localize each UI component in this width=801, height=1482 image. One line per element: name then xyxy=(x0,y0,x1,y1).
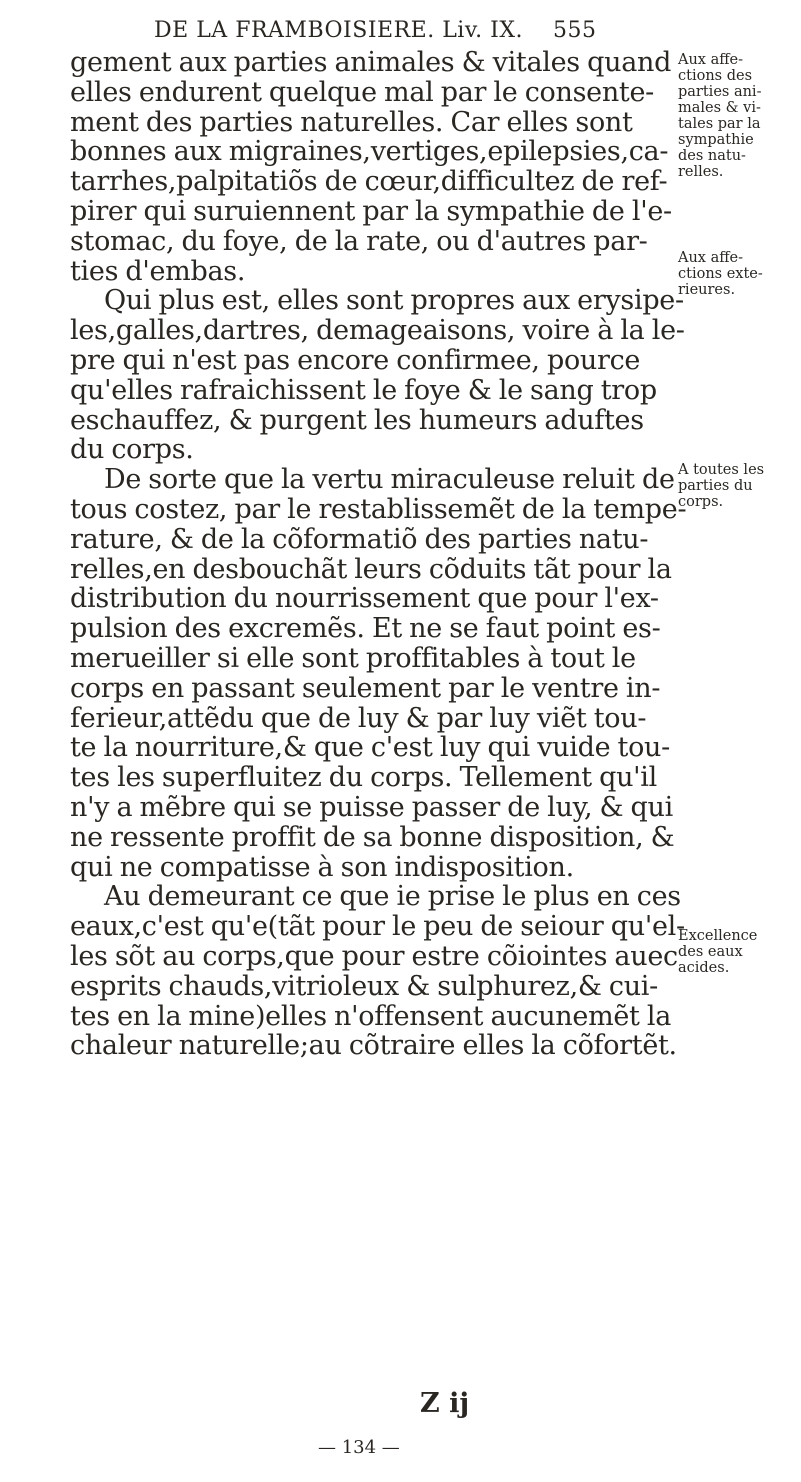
margin-note-toutes-parties: A toutes les parties du corps. xyxy=(678,462,765,510)
running-head-title: FRAMBOISIERE. xyxy=(235,18,435,43)
text-line: relles,en desbouchãt leurs cõduits tãt pour la xyxy=(70,553,672,585)
text-line: chaleur naturelle;au cõtraire elles la cõfortẽt. xyxy=(70,1030,677,1062)
text-line: distribution du nourrissement que pour l'ex- xyxy=(70,583,659,615)
signature-mark: Z ij xyxy=(420,1388,470,1419)
text-line: les sõt au corps,que pour estre cõiointes auec xyxy=(70,940,678,972)
page-number: — 134 — xyxy=(318,1437,400,1458)
text-line: tarrhes,palpitatiõs de cœur,difficultez de ref- xyxy=(70,166,668,198)
text-line: tes les superfluitez du corps. Tellement qu'il xyxy=(70,762,657,794)
text-line: te la nourriture,& que c'est luy qui vuide tou- xyxy=(70,732,670,764)
text-line: pirer qui suruiennent par la sympathie de l'e- xyxy=(70,195,672,227)
running-head-book: Liv. IX. xyxy=(442,18,523,43)
text-line: eaux,c'est qu'e(tãt pour le peu de seiour qu'el- xyxy=(70,911,685,943)
text-line: qui ne compatisse à son indisposition. xyxy=(70,851,574,883)
text-line: n'y a mẽbre qui se puisse passer de luy, & qui xyxy=(70,791,673,823)
text-line: rature, & de la cõformatiõ des parties natu- xyxy=(70,523,649,555)
text-line: bonnes aux migraines,vertiges,epilepsies,ca- xyxy=(70,136,669,168)
running-head xyxy=(154,18,596,43)
text-line: pre qui n'est pas encore confirmee, pource xyxy=(70,344,641,376)
text-line: Qui plus est, elles sont propres aux erysipe- xyxy=(104,285,684,317)
margin-note-exterieures: Aux affe- ctions exte- rieures. xyxy=(678,250,763,298)
text-line: De sorte que la vertu miraculeuse reluit de xyxy=(104,464,675,496)
text-line: les,galles,dartres, demageaisons, voire à la le- xyxy=(70,315,685,347)
text-line: tous costez, par le restablissemẽt de la tempe- xyxy=(70,493,687,525)
text-line: qu'elles rafraichissent le foye & le sang trop xyxy=(70,374,657,406)
running-head-prefix: DE LA xyxy=(154,18,228,43)
text-line: du corps. xyxy=(70,434,194,466)
text-line: corps en passant seulement par le ventre in- xyxy=(70,672,661,704)
margin-note-sympathie: Aux affe- ctions des parties ani- males & vi- tales par la sympathie des natu- relles. xyxy=(678,52,762,180)
text-line: esprits chauds,vitrioleux & sulphurez,& cui- xyxy=(70,970,658,1002)
text-line: ment des parties naturelles. Car elles sont xyxy=(70,106,633,138)
text-line: gement aux parties animales & vitales quand xyxy=(70,47,672,78)
text-line: elles endurent quelque mal par le consente- xyxy=(70,76,654,108)
text-line: ferieur,attẽdu que de luy & par luy viẽt tou- xyxy=(70,702,647,734)
running-head-folio: 555 xyxy=(552,18,597,43)
text-line: ne ressente proffit de sa bonne disposition, & xyxy=(70,821,675,853)
text-line: eschauffez, & purgent les humeurs aduftes xyxy=(70,404,644,436)
text-line: ties d'embas. xyxy=(70,255,246,287)
margin-note-excellence: Excellence des eaux acides. xyxy=(678,928,758,976)
text-line: merueiller si elle sont proffitables à tout le xyxy=(70,642,636,674)
main-text xyxy=(70,47,687,1062)
text-line: pulsion des excremẽs. Et ne se faut point es- xyxy=(70,613,661,645)
text-line: Au demeurant ce que ie prise le plus en ces xyxy=(104,881,681,913)
text-line: tes en la mine)elles n'offensent aucunemẽt la xyxy=(70,1000,672,1032)
text-line: stomac, du foye, de la rate, ou d'autres par- xyxy=(70,225,648,257)
